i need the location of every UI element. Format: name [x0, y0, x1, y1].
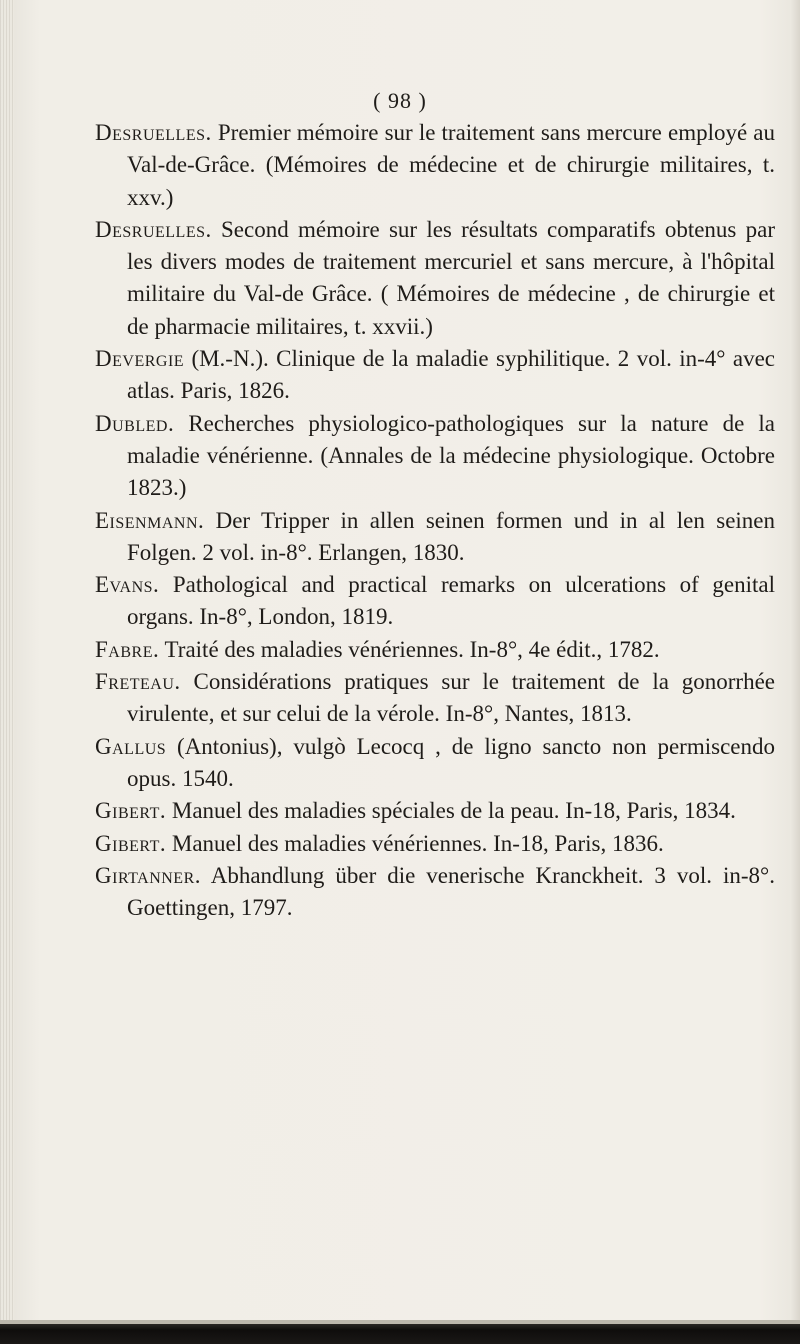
- page-right-edge: [790, 0, 800, 1344]
- entry-text: Traité des maladies vénériennes. In-8°, 4e édit., 1782.: [159, 636, 660, 662]
- entry-author: Evans.: [95, 572, 160, 598]
- bibliography-list: [95, 117, 775, 924]
- bibliography-entry: [95, 828, 775, 860]
- page-gutter-edge: [0, 0, 14, 1344]
- entry-author: Dubled.: [95, 410, 175, 436]
- entry-author: Fabre.: [95, 636, 160, 662]
- bibliography-entry: [95, 214, 775, 343]
- bibliography-entry: [95, 860, 775, 925]
- entry-author: Girtanner.: [95, 862, 202, 888]
- page-number: ( 98 ): [373, 88, 427, 113]
- bibliography-entry: [95, 666, 775, 731]
- entry-author: Desruelles.: [95, 216, 212, 242]
- entry-text: Abhandlung über die venerische Kranckheit. 3 vol. in-8°. Goettingen, 1797.: [127, 862, 775, 921]
- entry-text: Considérations pratiques sur le traitement de la gonorrhée virulente, et sur celui de la vérole. In-8°, Nantes, 1813.: [127, 669, 775, 727]
- entry-text: Second mémoire sur les résultats comparatifs obtenus par les divers modes de traitement mercuriel et sans mercure, à l'hôpital militaire du Val-de Grâce. ( Mémoires de médecine , de chirurgie et de pharmacie militaires, t. xxvii.): [127, 216, 775, 339]
- entry-text: (Antonius), vulgò Lecocq , de ligno sancto non permiscendo opus. 1540.: [127, 733, 775, 791]
- entry-author: Devergie: [95, 346, 185, 372]
- bibliography-entry: [95, 117, 775, 214]
- entry-author: Gallus: [95, 733, 167, 759]
- bibliography-entry: [95, 408, 775, 505]
- entry-text: Recherches physiologico-pathologiques sur la nature de la maladie vénérienne. (Annales de la médecine physiologique. Octobre 1823.): [127, 410, 775, 501]
- entry-text: Der Tripper in allen seinen formen und in al len seinen Folgen. 2 vol. in-8°. Erlangen, 1830.: [127, 507, 775, 565]
- entry-author: Desruelles.: [95, 120, 212, 145]
- entry-author: Gibert.: [95, 830, 167, 856]
- bibliography-entry: [95, 569, 775, 634]
- bibliography-entry: [95, 343, 775, 408]
- entry-author: Eisenmann.: [95, 507, 205, 533]
- entry-text: Premier mémoire sur le traitement sans mercure employé au Val-de-Grâce. (Mémoires de médecine et de chirurgie militaires, t. xxv.): [127, 120, 775, 210]
- entry-text: (M.-N.). Clinique de la maladie syphilitique. 2 vol. in-4° avec atlas. Paris, 1826.: [127, 346, 775, 404]
- bibliography-entry: [95, 634, 775, 666]
- entry-text: Manuel des maladies vénériennes. In-18, Paris, 1836.: [166, 830, 664, 856]
- entry-text: Pathological and practical remarks on ulcerations of genital organs. In-8°, London, 1819.: [127, 572, 775, 630]
- bibliography-entry: [95, 795, 775, 827]
- entry-author: Freteau.: [95, 669, 181, 695]
- entry-text: Manuel des maladies spéciales de la peau. In-18, Paris, 1834.: [166, 798, 736, 824]
- bibliography-entry: [95, 505, 775, 570]
- scan-bottom-border: [0, 1324, 800, 1344]
- entry-author: Gibert.: [95, 798, 167, 824]
- bibliography-entry: [95, 731, 775, 796]
